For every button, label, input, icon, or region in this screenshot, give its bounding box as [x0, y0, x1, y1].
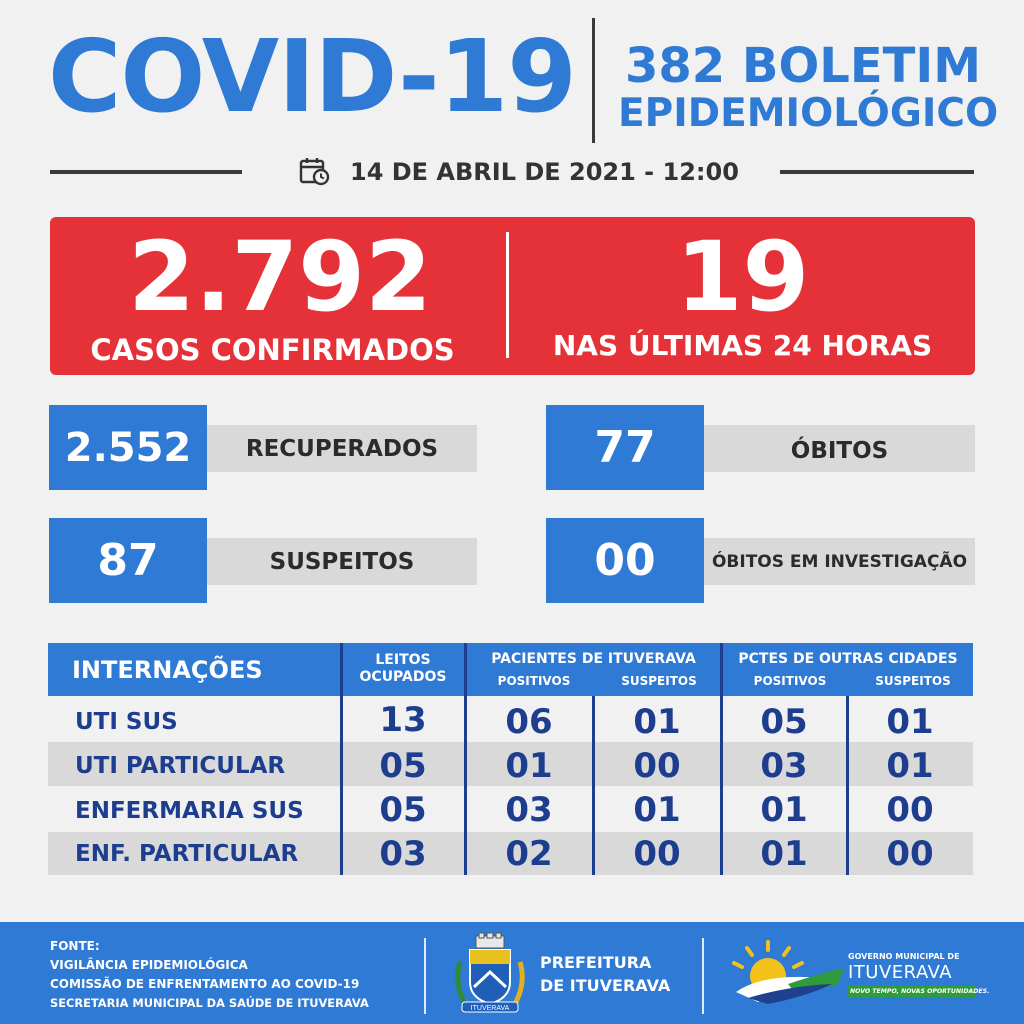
table-cell: 01	[760, 834, 808, 874]
prefeitura-line1: PREFEITURA	[540, 953, 652, 972]
header-rule-right	[780, 170, 974, 174]
ituverava-positive-header: POSITIVOS	[497, 674, 571, 688]
calendar-clock-icon	[298, 155, 330, 187]
source-line: COMISSÃO DE ENFRENTAMENTO AO COVID-19	[50, 977, 360, 991]
city-crest-icon	[452, 932, 528, 1018]
table-cell: 05	[379, 746, 427, 786]
table-cell: 00	[633, 746, 681, 786]
table-cell: 13	[379, 700, 427, 740]
other-positive-header: POSITIVOS	[753, 674, 827, 688]
recovered-label: RECUPERADOS	[245, 435, 439, 462]
ituverava-suspect-header: SUSPEITOS	[621, 674, 697, 688]
header-divider	[592, 18, 595, 143]
table-cell: 01	[886, 746, 934, 786]
deaths-investigation-label: ÓBITOS EM INVESTIGAÇÃO	[711, 551, 968, 572]
row-label-uti-particular: UTI PARTICULAR	[75, 753, 286, 779]
table-cell: 01	[886, 702, 934, 742]
table-cell: 01	[505, 746, 553, 786]
table-cell: 03	[379, 834, 427, 874]
source-title: FONTE:	[50, 939, 100, 953]
table-cell: 01	[760, 790, 808, 830]
deaths-label: ÓBITOS	[790, 437, 889, 464]
bulletin-number: 382 BOLETIM	[624, 38, 982, 94]
deaths-investigation-value: 00	[546, 518, 704, 603]
row-label-enfermaria-sus: ENFERMARIA SUS	[75, 798, 304, 824]
source-line: SECRETARIA MUNICIPAL DA SAÚDE DE ITUVERAVA	[50, 996, 369, 1010]
table-cell: 00	[886, 834, 934, 874]
table-cell: 00	[886, 790, 934, 830]
other-cities-header: PCTES DE OUTRAS CIDADES	[738, 651, 958, 667]
footer-divider	[702, 938, 704, 1014]
page-title: COVID-19	[48, 18, 576, 135]
footer-divider	[424, 938, 426, 1014]
confirmed-cases-label: CASOS CONFIRMADOS	[90, 333, 455, 367]
deaths-value: 77	[546, 405, 704, 490]
table-cell: 02	[505, 834, 553, 874]
row-label-enf-particular: ENF. PARTICULAR	[75, 841, 299, 867]
beds-header-line1: LEITOS	[375, 652, 431, 668]
header-rule-left	[50, 170, 242, 174]
prefeitura-line2: DE ITUVERAVA	[540, 976, 671, 995]
banner-divider	[506, 232, 509, 358]
source-line: VIGILÂNCIA EPIDEMIOLÓGICA	[50, 958, 248, 972]
suspected-value: 87	[49, 518, 207, 603]
ituverava-patients-header: PACIENTES DE ITUVERAVA	[491, 651, 696, 667]
table-cell: 01	[633, 790, 681, 830]
bulletin-subtitle: EPIDEMIOLÓGICO	[618, 91, 999, 136]
gov-label: GOVERNO MUNICIPAL DE	[848, 952, 960, 961]
suspected-label: SUSPEITOS	[269, 548, 415, 575]
gov-slogan: NOVO TEMPO, NOVAS OPORTUNIDADES.	[850, 988, 990, 995]
table-cell: 03	[760, 746, 808, 786]
table-cell: 03	[505, 790, 553, 830]
sun-logo-icon	[728, 940, 846, 1006]
crest-banner-text: ITUVERAVA	[470, 1005, 510, 1012]
table-cell: 00	[633, 834, 681, 874]
table-cell: 05	[760, 702, 808, 742]
gov-city-name: ITUVERAVA	[848, 962, 953, 983]
bulletin-date: 14 DE ABRIL DE 2021 - 12:00	[350, 158, 739, 186]
recovered-value: 2.552	[49, 405, 207, 490]
beds-header-line2: OCUPADOS	[359, 669, 447, 685]
table-cell: 05	[379, 790, 427, 830]
table-cell: 01	[633, 702, 681, 742]
last-24h-label: NAS ÚLTIMAS 24 HORAS	[552, 329, 933, 362]
confirmed-cases-value: 2.792	[128, 221, 432, 333]
row-label-uti-sus: UTI SUS	[75, 709, 178, 735]
table-cell: 06	[505, 702, 553, 742]
other-suspect-header: SUSPEITOS	[875, 674, 951, 688]
last-24h-value: 19	[675, 221, 810, 333]
hospitalization-title: INTERNAÇÕES	[72, 656, 263, 684]
